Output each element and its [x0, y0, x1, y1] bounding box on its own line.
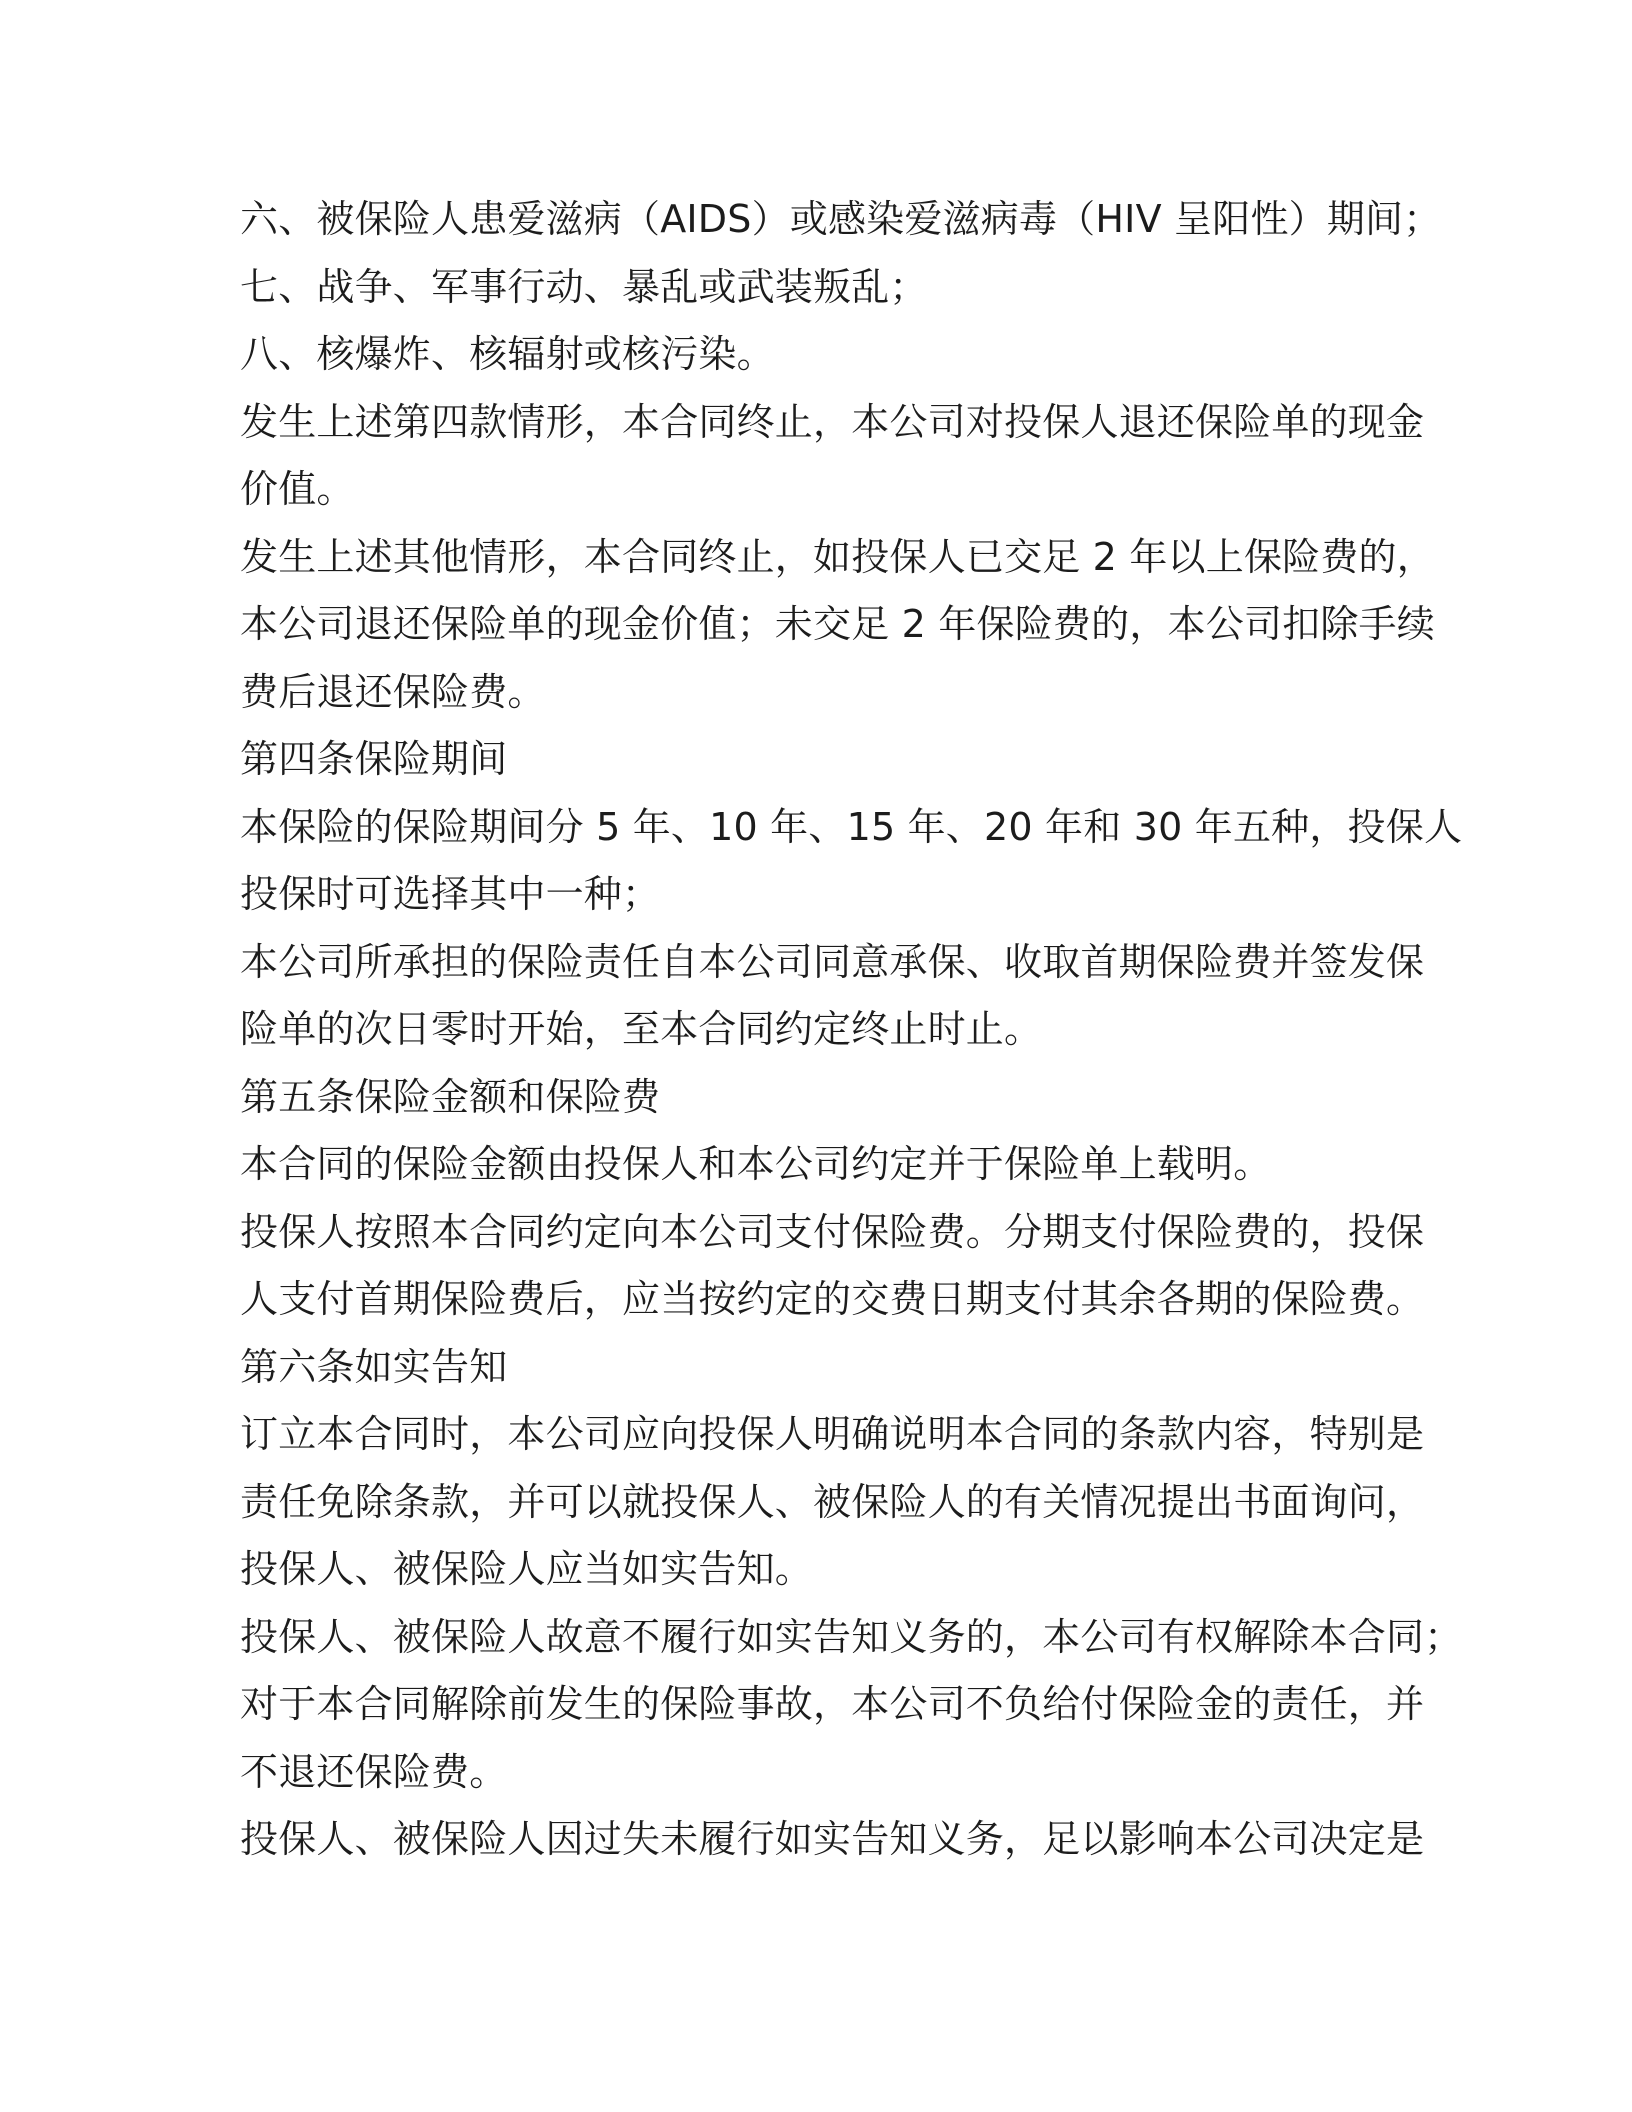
paragraph-line: 投保人、被保险人因过失未履行如实告知义务，足以影响本公司决定是 — [240, 1817, 1425, 1861]
paragraph-line: 价值。 — [240, 467, 355, 511]
paragraph-line: 本公司退还保险单的现金价值；未交足 2 年保险费的，本公司扣除手续 — [240, 602, 1435, 646]
section-heading-article-6: 第六条如实告知 — [240, 1344, 508, 1389]
paragraph-line: 责任免除条款，并可以就投保人、被保险人的有关情况提出书面询问， — [240, 1479, 1425, 1524]
document-page — [240, 186, 1463, 1874]
paragraph-line: 人支付首期保险费后，应当按约定的交费日期支付其余各期的保险费。 — [240, 1277, 1425, 1321]
paragraph-line: 不退还保险费。 — [240, 1749, 508, 1794]
paragraph-line: 本保险的保险期间分 5 年、10 年、15 年、20 年和 30 年五种，投保人 — [240, 804, 1463, 849]
paragraph-line: 订立本合同时，本公司应向投保人明确说明本合同的条款内容，特别是 — [240, 1412, 1425, 1456]
paragraph-line: 投保人、被保险人故意不履行如实告知义务的，本公司有权解除本合同； — [240, 1614, 1463, 1659]
paragraph-line: 本合同的保险金额由投保人和本公司约定并于保险单上载明。 — [240, 1142, 1272, 1186]
paragraph-line: 对于本合同解除前发生的保险事故，本公司不负给付保险金的责任，并 — [240, 1682, 1425, 1726]
paragraph-line: 投保人、被保险人应当如实告知。 — [240, 1547, 814, 1591]
paragraph-line: 发生上述其他情形，本合同终止，如投保人已交足 2 年以上保险费的， — [240, 534, 1435, 579]
paragraph-line: 投保时可选择其中一种； — [240, 872, 661, 916]
paragraph-line: 本公司所承担的保险责任自本公司同意承保、收取首期保险费并签发保 — [240, 939, 1425, 984]
clause-item-6: 六、被保险人患爱滋病（AIDS）或感染爱滋病毒（HIV 呈阳性）期间； — [240, 197, 1442, 241]
section-heading-article-5: 第五条保险金额和保险费 — [240, 1074, 661, 1119]
paragraph-line: 费后退还保险费。 — [240, 669, 546, 714]
clause-item-8: 八、核爆炸、核辐射或核污染。 — [240, 332, 775, 376]
paragraph-line: 发生上述第四款情形，本合同终止，本公司对投保人退还保险单的现金 — [240, 399, 1425, 444]
paragraph-line: 投保人按照本合同约定向本公司支付保险费。分期支付保险费的，投保 — [240, 1209, 1425, 1254]
section-heading-article-4: 第四条保险期间 — [240, 737, 508, 781]
clause-item-7: 七、战争、军事行动、暴乱或武装叛乱； — [240, 264, 928, 309]
paragraph-line: 险单的次日零时开始，至本合同约定终止时止。 — [240, 1007, 1043, 1051]
